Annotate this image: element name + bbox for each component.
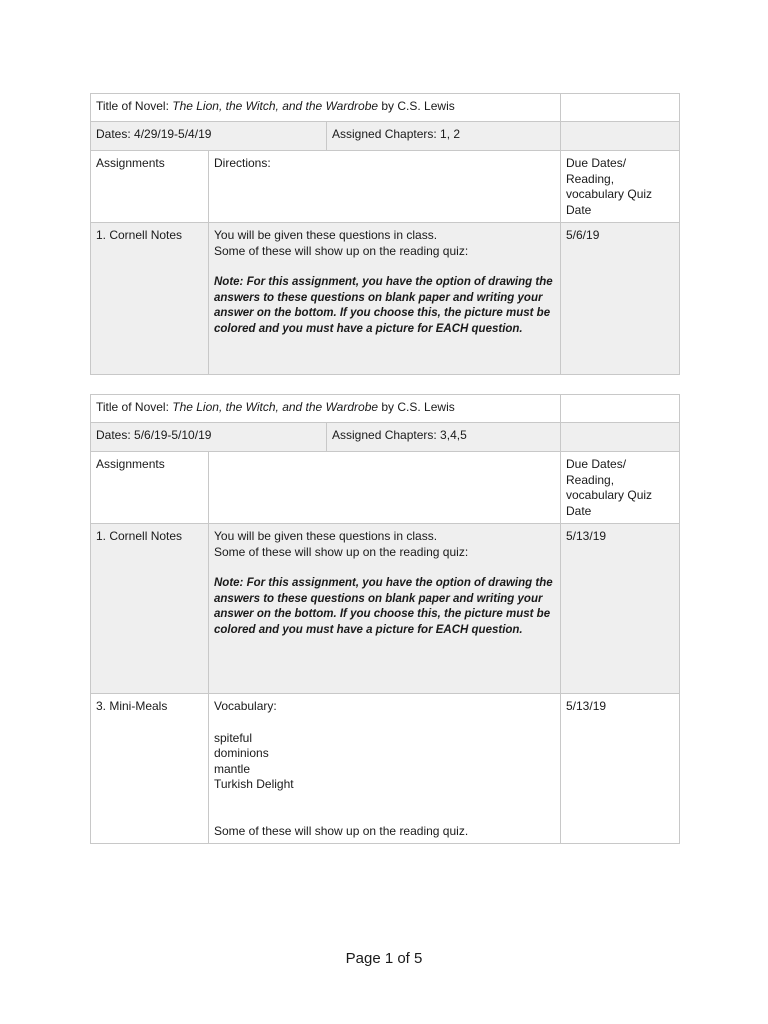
novel-title: The Lion, the Witch, and the Wardrobe bbox=[172, 400, 379, 414]
due-dates-header bbox=[561, 151, 680, 223]
assignments-header: Assignments bbox=[91, 151, 209, 223]
dates-cell: Dates: 5/6/19-5/10/19 bbox=[91, 423, 327, 452]
title-author: by C.S. Lewis bbox=[378, 400, 455, 414]
due-date-cell: 5/13/19 bbox=[561, 524, 680, 694]
novel-title-cell bbox=[91, 395, 561, 423]
due-header-line: Date bbox=[566, 503, 592, 518]
assignment-cell: 1. Cornell Notes bbox=[91, 223, 209, 375]
vocabulary-cell bbox=[209, 694, 561, 844]
directions-header: Directions: bbox=[209, 151, 561, 223]
page-number: Page 1 of 5 bbox=[345, 950, 423, 967]
empty-cell bbox=[561, 423, 680, 452]
directions-line: You will be given these questions in class. bbox=[214, 228, 438, 242]
table-row bbox=[91, 524, 680, 694]
title-row bbox=[91, 94, 680, 122]
due-date-cell: 5/13/19 bbox=[561, 694, 680, 844]
title-prefix: Title of Novel: bbox=[96, 400, 173, 414]
due-header-line: Due Dates/ bbox=[566, 457, 627, 471]
due-date-cell: 5/6/19 bbox=[561, 223, 680, 375]
schedule-table-1 bbox=[90, 93, 680, 375]
due-header-line: Due Dates/ bbox=[566, 156, 627, 170]
empty-cell bbox=[561, 94, 680, 122]
directions-line: You will be given these questions in class. bbox=[214, 529, 438, 543]
dates-row bbox=[91, 423, 680, 452]
assignment-note: Note: For this assignment, you have the option of drawing the answers to these questions on blank paper and writing your answer on the bottom. If you choose this, the picture must be colored and you must have a picture for EACH question. bbox=[214, 577, 553, 636]
vocab-word: mantle bbox=[214, 761, 251, 776]
assignment-cell: 3. Mini-Meals bbox=[91, 694, 209, 844]
directions-line: Some of these will show up on the reading quiz: bbox=[214, 243, 469, 258]
vocabulary-list bbox=[214, 731, 555, 793]
assignment-note: Note: For this assignment, you have the option of drawing the answers to these questions on blank paper and writing your answer on the bottom. If you choose this, the picture must be colored and you must have a picture for EACH question. bbox=[214, 276, 553, 335]
schedule-table-2 bbox=[90, 394, 680, 844]
due-dates-header bbox=[561, 452, 680, 524]
dates-row bbox=[91, 122, 680, 151]
table-row bbox=[91, 223, 680, 375]
directions-line: Some of these will show up on the reading quiz: bbox=[214, 544, 469, 559]
novel-title-cell bbox=[91, 94, 561, 122]
assignments-header: Assignments bbox=[91, 452, 209, 524]
dates-cell: Dates: 4/29/19-5/4/19 bbox=[91, 122, 327, 151]
header-row bbox=[91, 151, 680, 223]
due-header-line: Date bbox=[566, 202, 592, 217]
due-header-line: vocabulary Quiz bbox=[566, 187, 653, 201]
vocab-word: dominions bbox=[214, 746, 269, 760]
due-header-line: Reading, bbox=[566, 472, 615, 487]
vocabulary-label: Vocabulary: bbox=[214, 699, 277, 713]
vocab-word: spiteful bbox=[214, 730, 253, 745]
title-prefix: Title of Novel: bbox=[96, 99, 173, 113]
vocab-word: Turkish Delight bbox=[214, 777, 294, 791]
table-row bbox=[91, 694, 680, 844]
novel-title: The Lion, the Witch, and the Wardrobe bbox=[172, 99, 379, 113]
due-header-line: vocabulary Quiz bbox=[566, 488, 653, 502]
due-header-line: Reading, bbox=[566, 171, 615, 186]
title-author: by C.S. Lewis bbox=[378, 99, 455, 113]
chapters-cell: Assigned Chapters: 1, 2 bbox=[327, 122, 561, 151]
directions-header bbox=[209, 452, 561, 524]
title-row bbox=[91, 395, 680, 423]
header-row bbox=[91, 452, 680, 524]
directions-cell bbox=[209, 223, 561, 375]
directions-cell bbox=[209, 524, 561, 694]
empty-cell bbox=[561, 395, 680, 423]
empty-cell bbox=[561, 122, 680, 151]
chapters-cell: Assigned Chapters: 3,4,5 bbox=[327, 423, 561, 452]
vocabulary-footer: Some of these will show up on the reading quiz. bbox=[214, 823, 469, 838]
assignment-cell: 1. Cornell Notes bbox=[91, 524, 209, 694]
